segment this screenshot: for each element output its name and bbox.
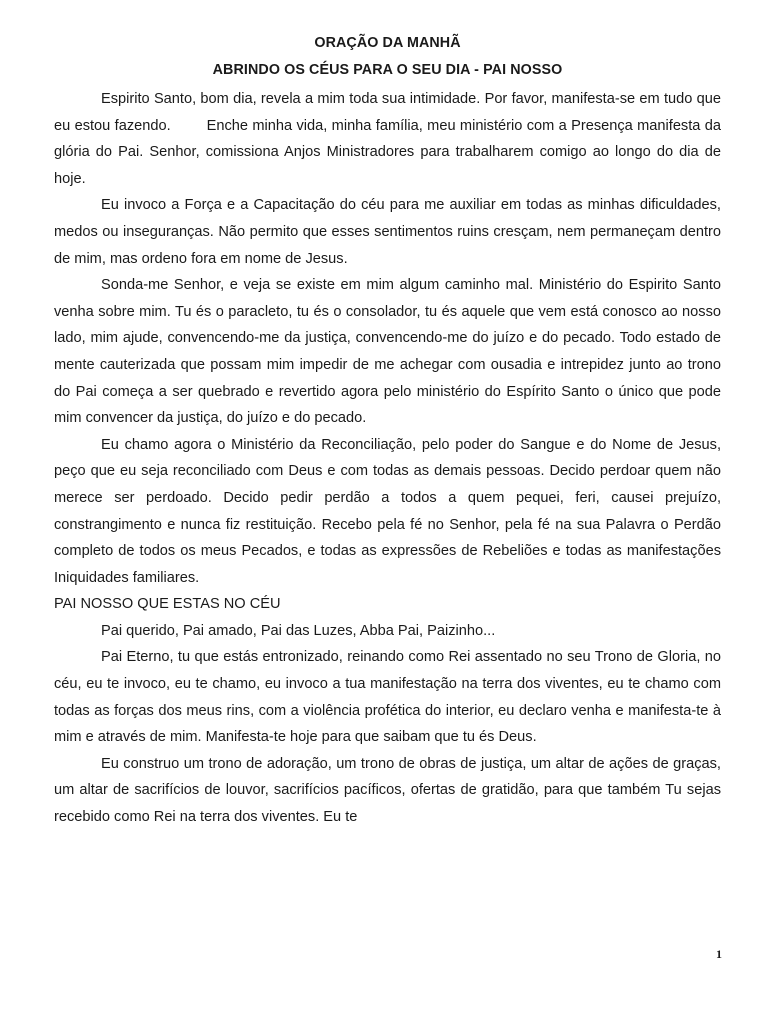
- section-heading: PAI NOSSO QUE ESTAS NO CÉU: [54, 596, 281, 613]
- paragraph-5: Pai querido, Pai amado, Pai das Luzes, Abba Pai, Paizinho...: [101, 622, 496, 639]
- page-number: 1: [716, 947, 722, 961]
- paragraph-1: [54, 86, 721, 192]
- paragraph-2: Eu invoco a Força e a Capacitação do céu para me auxiliar em todas as minhas dificuldades, medos ou inseguranças. Não permito que esses sentimentos ruins cresçam, nem permaneçam dentro de mim, mas ordeno fora em nome de Jesus.: [54, 197, 721, 267]
- paragraph-7: Eu construo um trono de adoração, um trono de obras de justiça, um altar de ações de graças, um altar de sacrifícios de louvor, sacrifícios pacíficos, ofertas de gratidão, para que também Tu sejas recebido como Rei na terra dos viventes. Eu te: [54, 755, 721, 826]
- paragraph-4: Eu chamo agora o Ministério da Reconciliação, pelo poder do Sangue e do Nome de Jesus, peço que eu seja reconciliado com Deus e com todas as demais pessoas. Decido perdoar quem não merece ser perdoado. Decido pedir perdão a todos a quem pequei, feri, causei prejuízo, constrangimento e nunca fiz restituição. Recebo pela fé no Senhor, pela fé na sua Palavra o Perdão completo de todos os meus Pecados, e todas as expressões de Rebeliões e todas as manifestações Iniquidades familiares.: [54, 436, 721, 586]
- document-subtitle: ABRINDO OS CÉUS PARA O SEU DIA - PAI NOSSO: [212, 62, 563, 78]
- paragraph-3: Sonda-me Senhor, e veja se existe em mim algum caminho mal. Ministério do Espirito Santo venha sobre mim. Tu és o paracleto, tu és o consolador, tu és aquele que vem está conosco ao nosso lado, mim ajude, convencendo-me da justiça, convencendo-me do juízo e do pecado. Todo estado de mente cauterizada que possam mim impedir de me achegar com ousadia e intrepidez junto ao trono do Pai começa a ser quebrado e revertido agora pelo ministério do Espírito Santo o único que pode mim convencer da justiça, do juízo e do pecado.: [54, 277, 721, 427]
- document-title: ORAÇÃO DA MANHÃ: [314, 35, 461, 51]
- document-page: [54, 34, 721, 831]
- paragraph-1-part-b: Enche minha vida, minha família, meu ministério com a Presença manifesta da glória do Pai. Senhor, comissiona Anjos Ministradores para trabalharem comigo ao longo do dia de hoje.: [54, 117, 721, 187]
- paragraph-6: Pai Eterno, tu que estás entronizado, reinando como Rei assentado no seu Trono de Gloria, no céu, eu te invoco, eu te chamo, eu invoco a tua manifestação na terra dos viventes, eu te chamo com todas as forças dos meus rins, com a violência profética do interior, eu declaro venha e manifesta-te à mim e através de mim. Manifesta-te hoje para que saibam que tu és Deus.: [54, 649, 721, 746]
- paragraph-1-part-a: Espirito Santo, bom dia, revela a mim toda sua intimidade. Por favor, manifesta-se em tudo que eu estou fazendo.: [54, 91, 721, 134]
